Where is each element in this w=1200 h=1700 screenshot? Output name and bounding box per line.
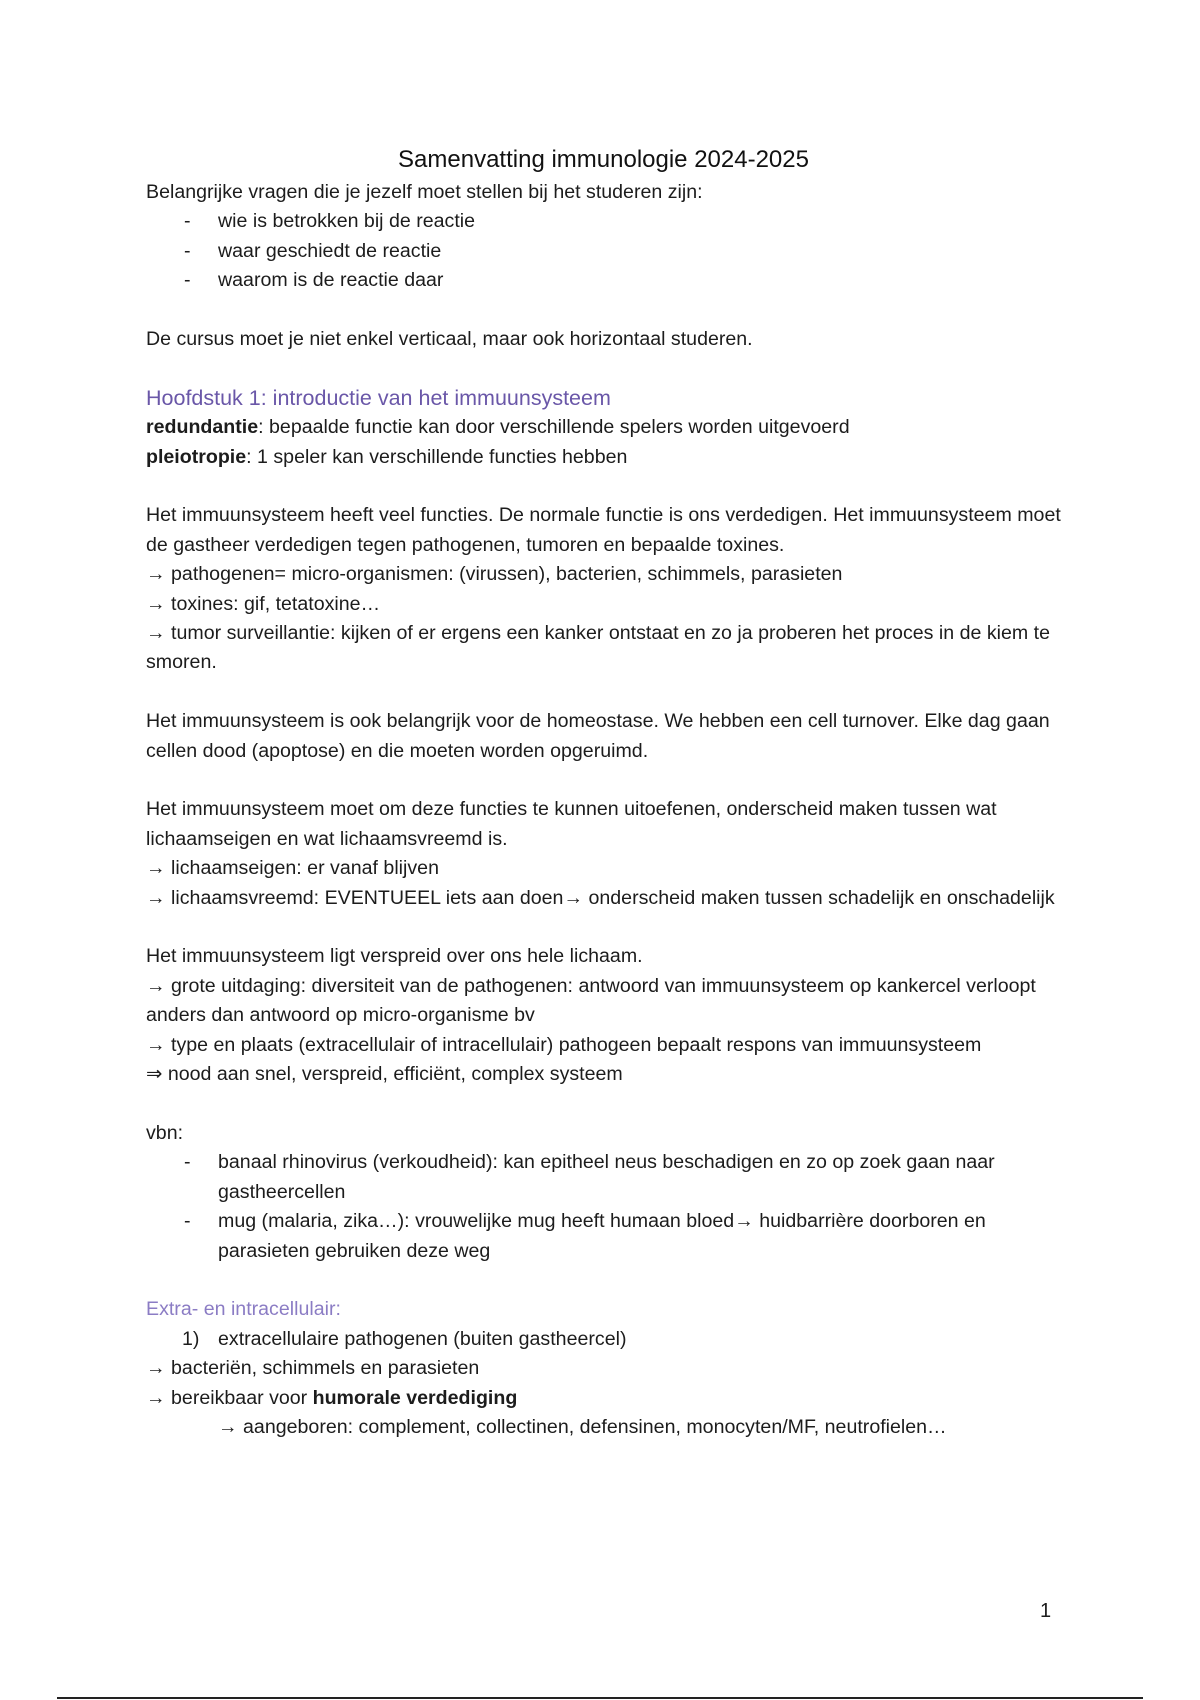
definition-text: : 1 speler kan verschillende functies hebben bbox=[246, 445, 628, 468]
document-title: Samenvatting immunologie 2024-2025 bbox=[398, 146, 809, 173]
spread-point: → type en plaats (extracellulair of intracellulair) pathogeen bepaalt respons van immuunsysteem bbox=[146, 1033, 982, 1056]
question-item bbox=[146, 266, 1061, 295]
extra-line: → bacteriën, schimmels en parasieten bbox=[146, 1357, 480, 1380]
bullet-dash: - bbox=[184, 210, 191, 233]
section-subheading: Extra- en intracellulair: bbox=[146, 1298, 341, 1321]
bullet-dash: - bbox=[184, 1151, 191, 1174]
humoral-prefix: → bereikbaar voor bbox=[146, 1386, 313, 1409]
study-note: De cursus moet je niet enkel verticaal, maar ook horizontaal studeren. bbox=[146, 328, 753, 351]
self-nonself-point: → lichaamseigen: er vanaf blijven bbox=[146, 857, 439, 880]
page-divider bbox=[57, 1697, 1143, 1699]
bullet-dash: - bbox=[184, 239, 191, 262]
functions-point: → pathogenen= micro-organismen: (virussen), bacterien, schimmels, parasieten bbox=[146, 563, 843, 586]
question-item bbox=[146, 207, 1061, 236]
definition-pleiotropie bbox=[146, 443, 1061, 472]
self-nonself-intro: Het immuunsysteem moet om deze functies te kunnen uitoefenen, onderscheid maken tussen wat lichaamseigen en wat lichaamsvreemd is. bbox=[146, 798, 997, 850]
extra-line-humoral bbox=[146, 1384, 1061, 1413]
definition-redundantie bbox=[146, 413, 1061, 442]
page-content bbox=[146, 142, 1061, 1442]
homeostasis-paragraph: Het immuunsysteem is ook belangrijk voor de homeostase. We hebben een cell turnover. Elke dag gaan cellen dood (apoptose) en die moeten worden opgeruimd. bbox=[146, 710, 1050, 762]
definition-term: pleiotropie bbox=[146, 445, 247, 468]
spread-point: → grote uitdaging: diversiteit van de pathogenen: antwoord van immuunsysteem op kankercel verloopt anders dan antwoord op micro-organisme bv bbox=[146, 974, 1036, 1027]
functions-point: → tumor surveillantie: kijken of er ergens een kanker ontstaat en zo ja proberen het proces in de kiem te smoren. bbox=[146, 622, 1050, 674]
page-number: 1 bbox=[1040, 1600, 1052, 1622]
numbered-text: extracellulaire pathogenen (buiten gastheercel) bbox=[218, 1327, 627, 1350]
question-text: waarom is de reactie daar bbox=[218, 269, 444, 292]
examples-label: vbn: bbox=[146, 1121, 184, 1144]
spread-intro: Het immuunsysteem ligt verspreid over ons hele lichaam. bbox=[146, 945, 643, 968]
number-marker: 1) bbox=[182, 1327, 200, 1350]
chapter-heading: Hoofdstuk 1: introductie van het immuunsysteem bbox=[146, 385, 611, 410]
definition-term: redundantie bbox=[146, 416, 259, 439]
innate-line: → aangeboren: complement, collectinen, defensinen, monocyten/MF, neutrofielen… bbox=[218, 1415, 947, 1438]
functions-point: → toxines: gif, tetatoxine… bbox=[146, 592, 381, 615]
intro-lead: Belangrijke vragen die je jezelf moet stellen bij het studeren zijn: bbox=[146, 181, 703, 203]
example-item bbox=[146, 1148, 1061, 1207]
example-text: banaal rhinovirus (verkoudheid): kan epitheel neus beschadigen en zo op zoek gaan naar gastheercellen bbox=[218, 1151, 995, 1203]
self-nonself-point: → lichaamsvreemd: EVENTUEEL iets aan doen→ onderscheid maken tussen schadelijk en onschadelijk bbox=[146, 886, 1055, 909]
question-text: wie is betrokken bij de reactie bbox=[218, 210, 476, 233]
definition-text: : bepaalde functie kan door verschillende spelers worden uitgevoerd bbox=[258, 416, 850, 439]
spread-conclusion: ⇒ nood aan snel, verspreid, efficiënt, complex systeem bbox=[146, 1063, 623, 1086]
functions-intro: Het immuunsysteem heeft veel functies. De normale functie is ons verdedigen. Het immuunsysteem moet de gastheer verdedigen tegen pathogenen, tumoren en bepaalde toxines. bbox=[146, 504, 1061, 556]
example-item bbox=[146, 1207, 1061, 1266]
question-text: waar geschiedt de reactie bbox=[218, 239, 442, 262]
numbered-item bbox=[146, 1325, 1061, 1354]
example-text: mug (malaria, zika…): vrouwelijke mug heeft humaan bloed→ huidbarrière doorboren en parasieten gebruiken deze weg bbox=[218, 1210, 986, 1262]
question-item bbox=[146, 237, 1061, 266]
bullet-dash: - bbox=[184, 269, 191, 292]
bullet-dash: - bbox=[184, 1210, 191, 1233]
humoral-term: humorale verdediging bbox=[312, 1386, 518, 1409]
